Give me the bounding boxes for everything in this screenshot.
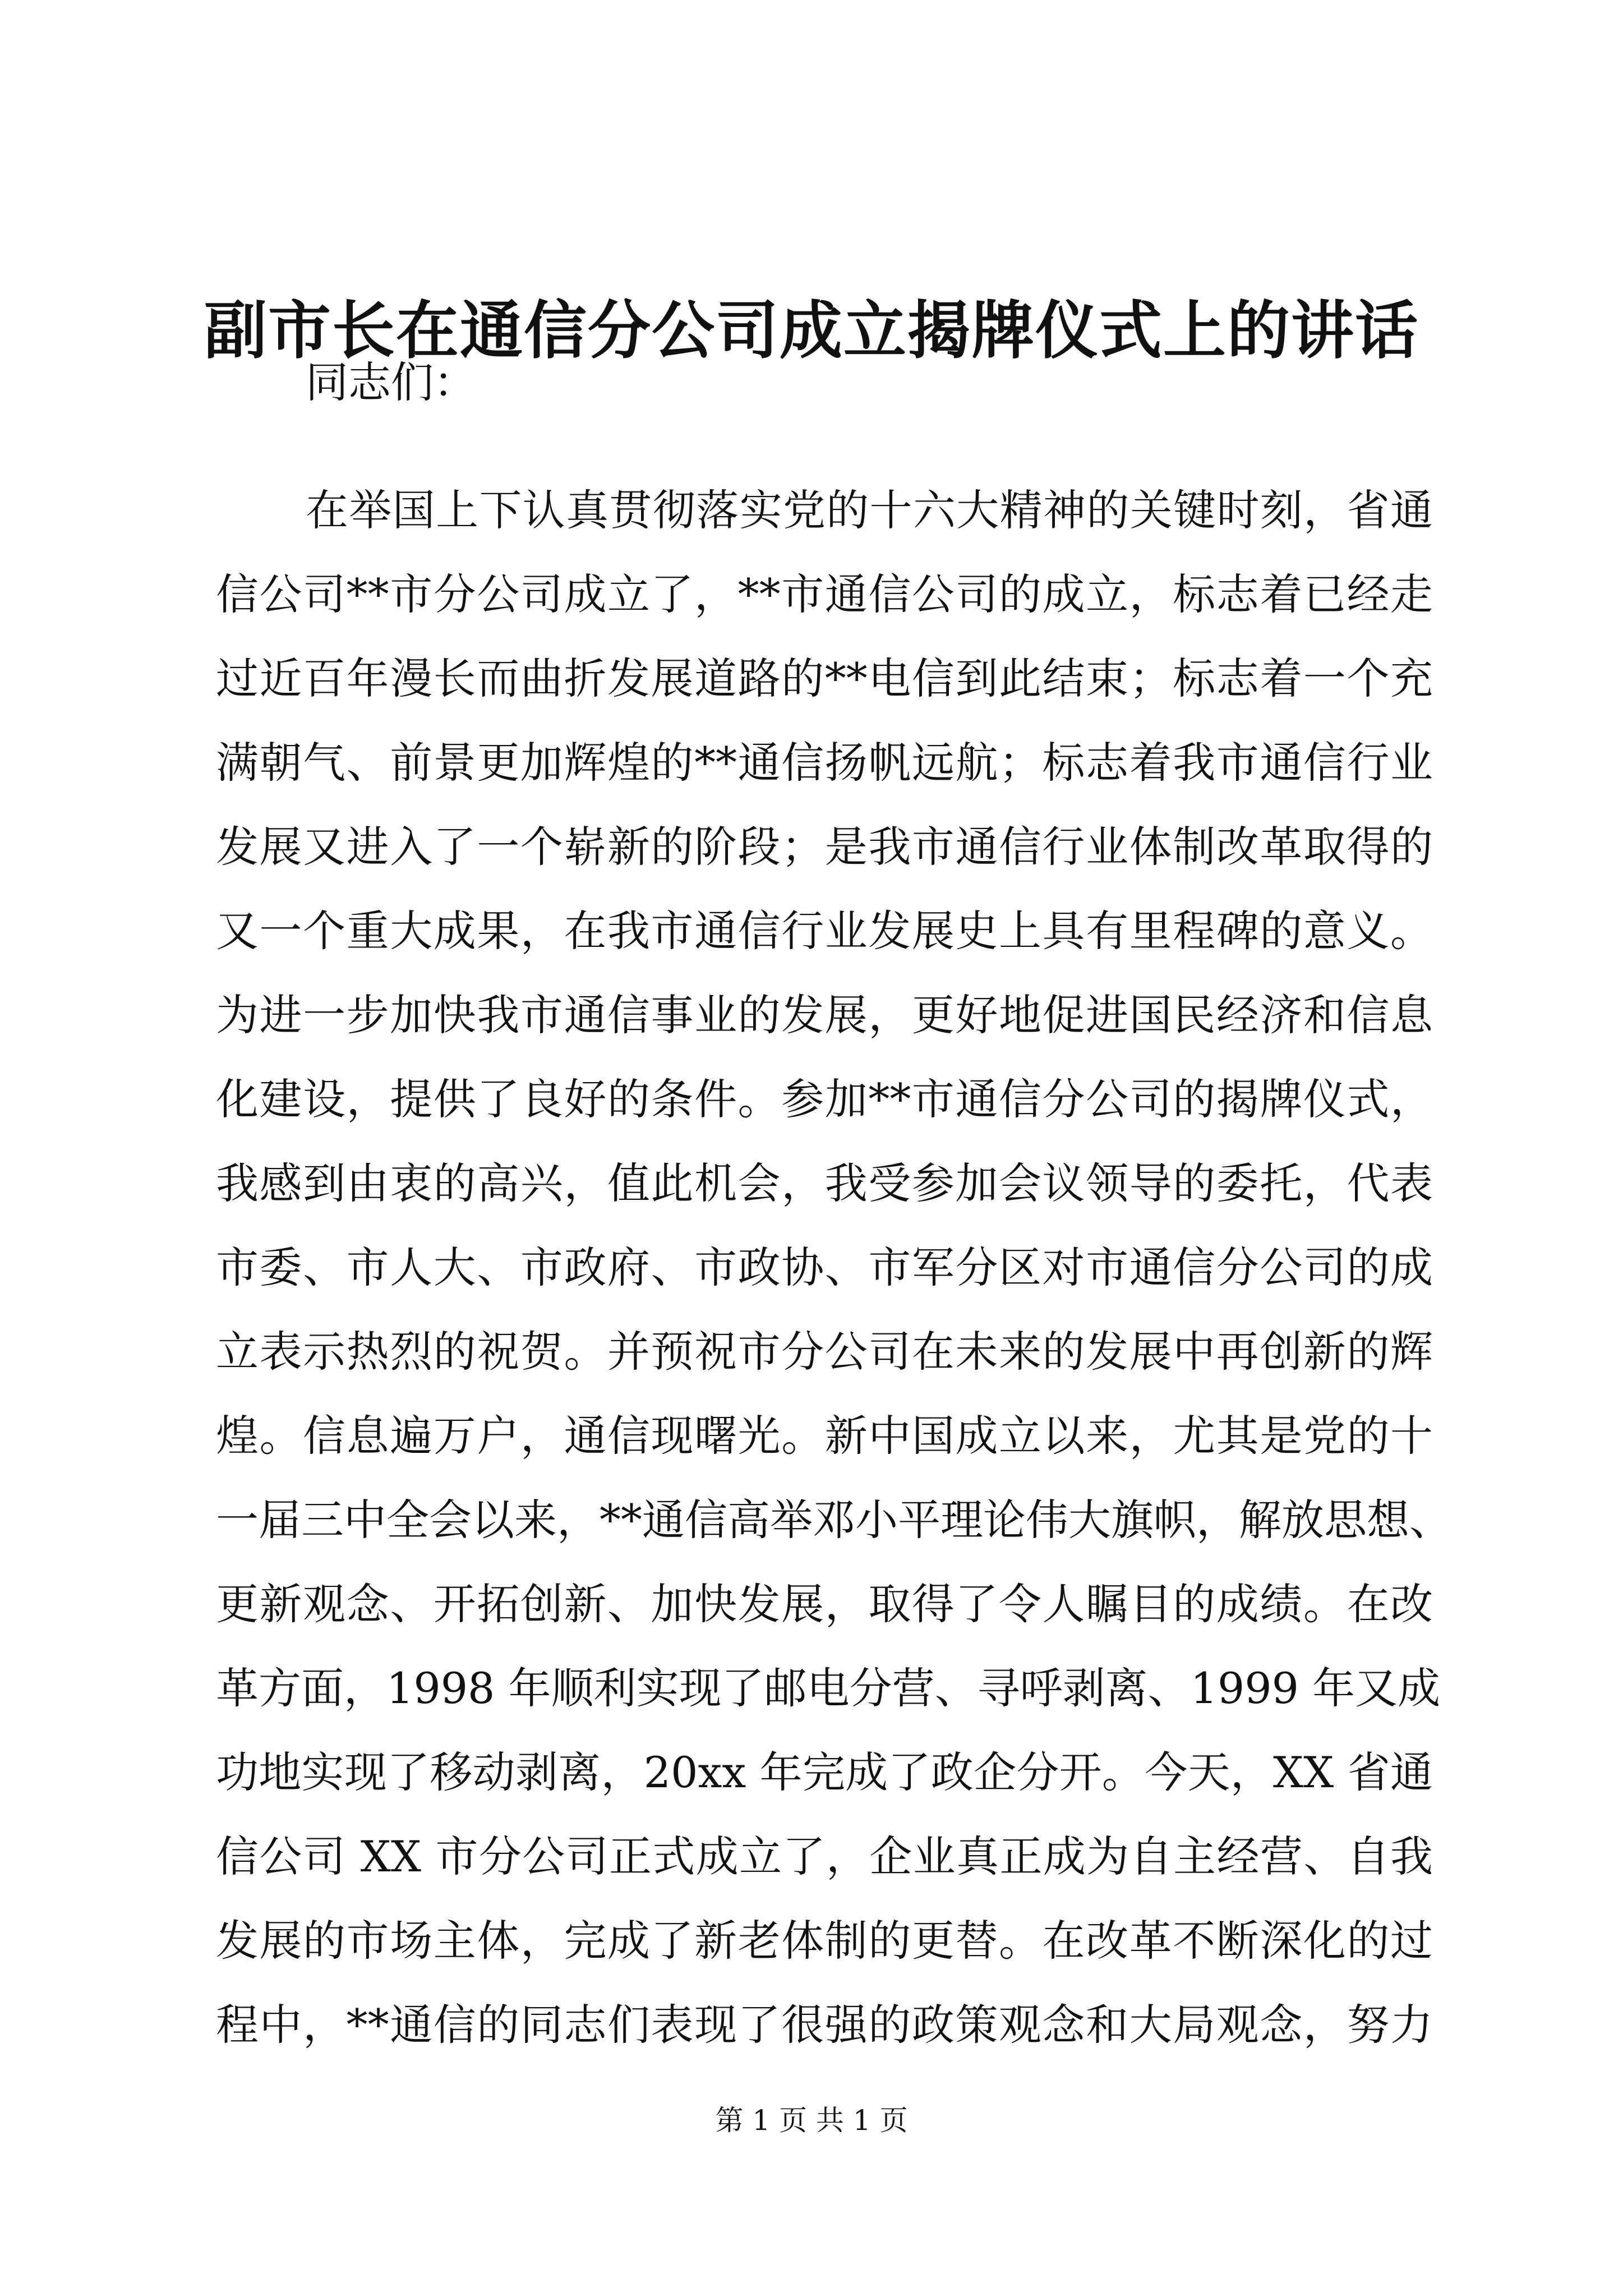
body-line: 过近百年漫长而曲折发展道路的**电信到此结束；标志着一个充 [216,654,1433,703]
body-line: 煌。信息遍万户，通信现曙光。新中国成立以来，尤其是党的十 [216,1411,1433,1461]
body-line: 信公司**市分公司成立了，**市通信公司的成立，标志着已经走 [216,569,1433,619]
salutation: 同志们： [306,357,476,407]
body-line: 我感到由衷的高兴，值此机会，我受参加会议领导的委托，代表 [216,1158,1433,1208]
document-title: 副市长在通信分公司成立揭牌仪式上的讲话 [204,294,1419,367]
body-line: 发展又进入了一个崭新的阶段；是我市通信行业体制改革取得的 [216,822,1433,872]
body-line: 又一个重大成果，在我市通信行业发展史上具有里程碑的意义。 [216,906,1433,956]
body-line: 革方面，1998 年顺利实现了邮电分营、寻呼剥离、1999 年又成 [216,1663,1441,1713]
body-line: 一届三中全会以来，**通信高举邓小平理论伟大旗帜，解放思想、 [216,1495,1452,1545]
body-line: 更新观念、开拓创新、加快发展，取得了令人瞩目的成绩。在改 [216,1579,1433,1629]
body-line: 功地实现了移动剥离，20xx 年完成了政企分开。今天，XX 省通 [216,1747,1433,1797]
body-line: 信公司 XX 市分公司正式成立了，企业真正成为自主经营、自我 [216,1832,1433,1881]
page-number-footer: 第 1 页 共 1 页 [715,2104,908,2137]
body-line: 市委、市人大、市政府、市政协、市军分区对市通信分公司的成 [216,1243,1433,1292]
body-line: 发展的市场主体，完成了新老体制的更替。在改革不断深化的过 [216,1916,1433,1966]
body-line: 在举国上下认真贯彻落实党的十六大精神的关键时刻，省通 [306,485,1433,535]
body-line: 满朝气、前景更加辉煌的**通信扬帆远航；标志着我市通信行业 [216,738,1433,788]
body-line: 程中，**通信的同志们表现了很强的政策观念和大局观念，努力 [216,2000,1433,2050]
body-line: 为进一步加快我市通信事业的发展，更好地促进国民经济和信息 [216,990,1433,1040]
body-line: 化建设，提供了良好的条件。参加**市通信分公司的揭牌仪式， [216,1074,1433,1124]
body-line: 立表示热烈的祝贺。并预祝市分公司在未来的发展中再创新的辉 [216,1327,1433,1377]
